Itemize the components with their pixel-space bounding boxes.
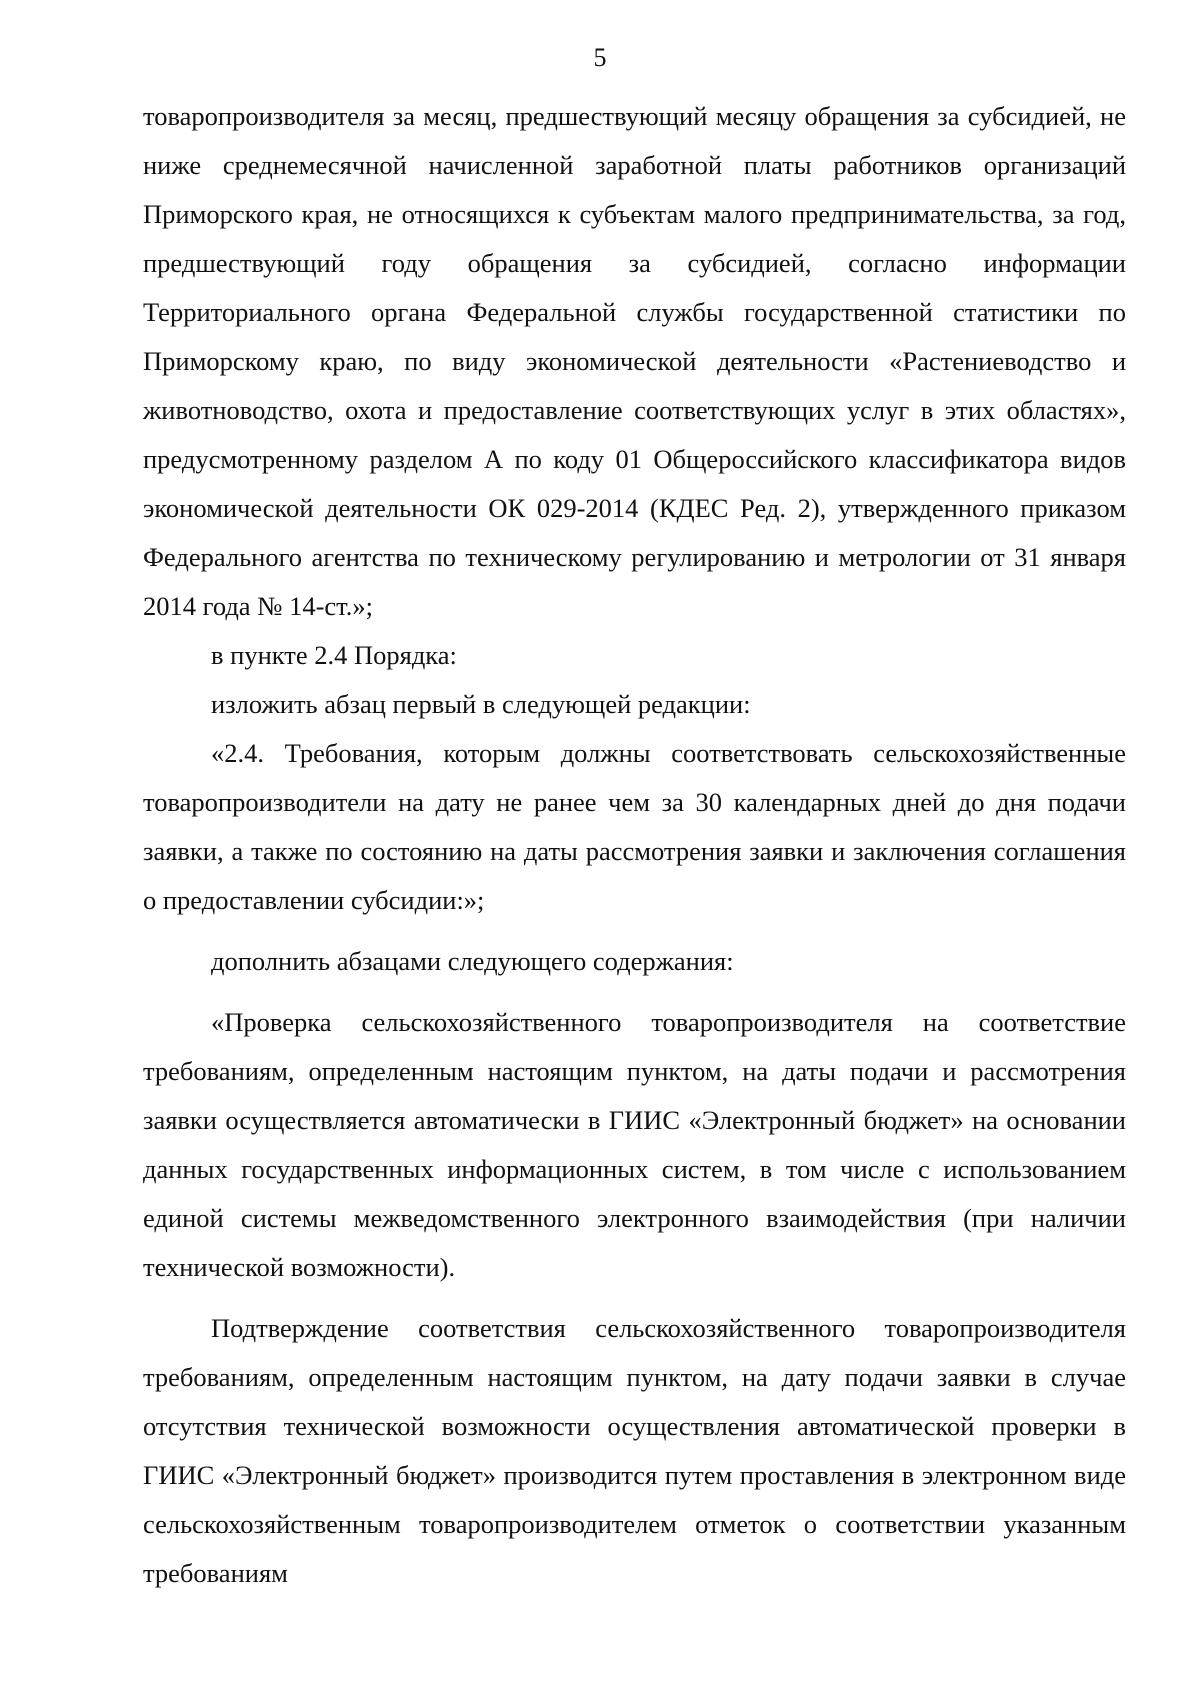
paragraph-confirmation: Подтверждение соответствия сельскохозяйственного товаропроизводителя требованиям, определенным настоящим пунктом, на дату подачи заявки в случае отсутствия технической возможности осуществления автоматической проверки в ГИИС «Электронный бюджет» производится путем проставления в электронном виде сельскохозяйственным товаропроизводителем отметок о соответствии указанным требованиям — [143, 1313, 1126, 1588]
paragraph-verification: «Проверка сельскохозяйственного товаропроизводителя на соответствие требованиям, определенным настоящим пунктом, на даты подачи и рассмотрения заявки осуществляется автоматически в ГИИС «Электронный бюджет» на основании данных государственных информационных систем, в том числе с использованием единой системы межведомственного электронного взаимодействия (при наличии технической возможности). — [143, 1007, 1126, 1282]
document-body — [143, 92, 1126, 1598]
paragraph-requirements: «2.4. Требования, которым должны соответствовать сельскохозяйственные товаропроизводители на дату не ранее чем за 30 календарных дней до дня подачи заявки, а также по состоянию на даты рассмотрения заявки и заключения соглашения о предоставлении субсидии:»; — [143, 738, 1126, 915]
paragraph-point-2-4: в пункте 2.4 Порядка: — [211, 640, 457, 670]
paragraph-supplement: дополнить абзацами следующего содержания: — [211, 946, 734, 976]
paragraph-continuation: товаропроизводителя за месяц, предшествующий месяцу обращения за субсидией, не ниже среднемесячной начисленной заработной платы работников организаций Приморского края, не относящихся к субъектам малого предпринимательства, за год, предшествующий году обращения за субсидией, согласно информации Территориального органа Федеральной службы государственной статистики по Приморскому краю, по виду экономической деятельности «Растениеводство и животноводство, охота и предоставление соответствующих услуг в этих областях», предусмотренному разделом А по коду 01 Общероссийского классификатора видов экономической деятельности ОК 029-2014 (КДЕС Ред. 2), утвержденного приказом Федерального агентства по техническому регулированию и метрологии от 31 января 2014 года № 14-ст.»; — [143, 101, 1126, 621]
paragraph-amend-first-abzac: изложить абзац первый в следующей редакции: — [211, 689, 751, 719]
page-number: 5 — [593, 43, 607, 72]
